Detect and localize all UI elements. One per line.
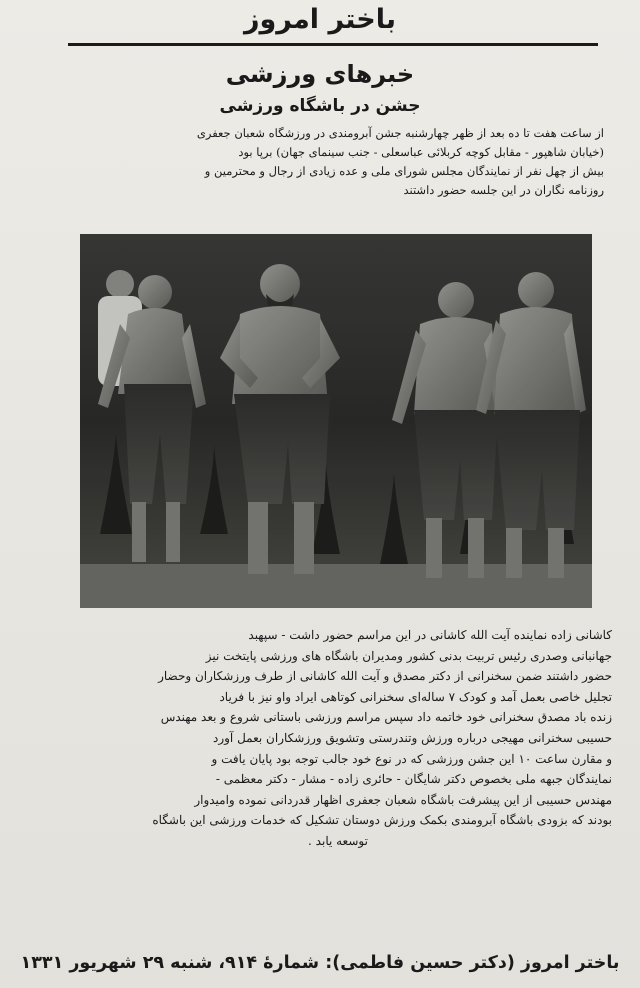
wrestlers-photo (80, 234, 592, 608)
masthead-rule (68, 43, 598, 46)
body-line: بودند که بزودی باشگاه آبرومندی بکمک ورزش دوستان تشکیل که خدمات ورزشی این باشگاه (152, 813, 612, 828)
body-line: توسعه یابد . (308, 833, 368, 848)
lead-line: از ساعت هفت تا ده بعد از ظهر چهارشنبه جشن آبرومندی در ورزشگاه شعبان جعفری (196, 126, 604, 140)
section-title: خبرهای ورزشی (225, 60, 415, 88)
body-line: نمایندگان جبهه ملی بخصوص دکتر شایگان - حائری زاده - مشار - دکتر معظمی - (215, 772, 612, 787)
footer-credit: باختر امروز (دکتر حسین فاطمی): شمارهٔ ۹۱۴، شنبه ۲۹ شهریور ۱۳۳۱ (20, 953, 620, 973)
lead-line: روزنامه نگاران در این جلسه حضور داشتند (403, 183, 604, 197)
body-line: مهندس حسیبی از این پیشرفت باشگاه شعبان جعفری اظهار قدردانی نموده وامیدوار (194, 792, 612, 807)
body-line: و مقارن ساعت ۱۰ این جشن ورزشی که در نوع خود جالب توجه بود پایان یافت و (211, 751, 612, 766)
masthead-title: باختر امروز (243, 4, 397, 35)
lead-line: بیش از چهل نفر از نمایندگان مجلس شورای ملی و عده زیادی از رجال و محترمین و (204, 164, 604, 178)
wrestlers-photo-illustration (80, 234, 592, 608)
article-lead (82, 124, 604, 200)
body-line: کاشانی زاده نماینده آیت الله کاشانی در این مراسم حضور داشت - سپهبد (248, 628, 612, 642)
body-line: حسیبی سخنرانی مهیجی درباره ورزش وتندرستی وتشویق ورزشکاران بعمل آورد (213, 730, 612, 745)
body-line: جهانبانی وصدری رئیس تربیت بدنی کشور ومدیران باشگاه های ورزشی پایتخت نیز (205, 648, 612, 663)
lead-line: (خیابان شاهپور - مقابل کوچه کربلائی عباسعلی - جنب سینمای جهان) برپا بود (238, 145, 604, 159)
body-line: حضور داشتند ضمن سخنرانی از دکتر مصدق و آیت الله کاشانی از طرف ورزشکاران وحضار (158, 669, 612, 684)
article-headline: جشن در باشگاه ورزشی (219, 96, 421, 116)
body-line: زنده باد مصدق سخنرانی خود خاتمه داد سپس مراسم ورزشی باستانی شروع و بعد مهندس (160, 710, 612, 725)
article-body (64, 625, 612, 852)
body-line: تجلیل خاصی بعمل آمد و کودک ۷ ساله‌ای سخنرانی کوتاهی ایراد واو نیز با فریاد (219, 689, 612, 704)
